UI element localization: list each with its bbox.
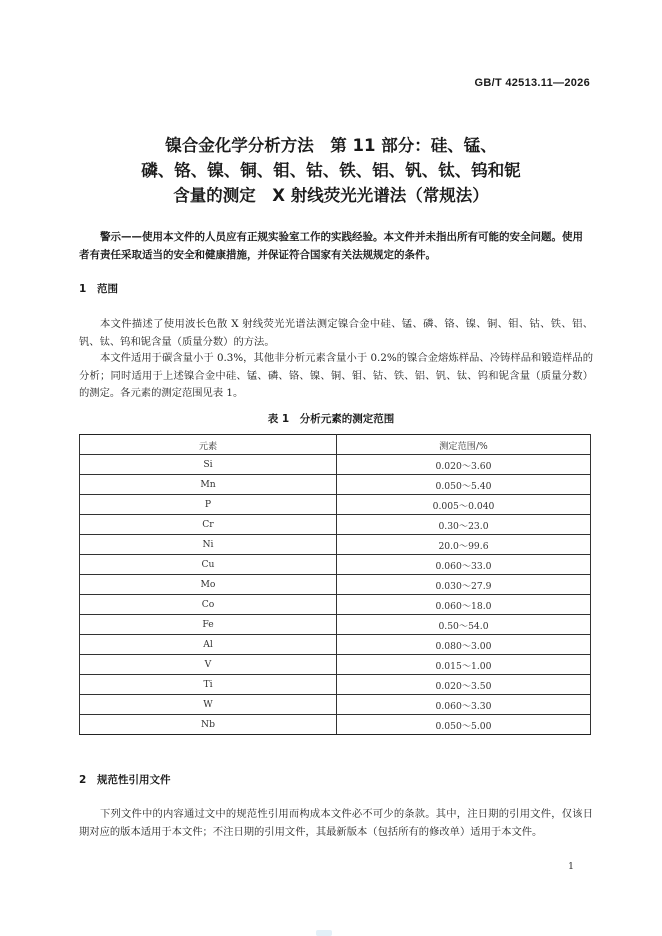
section-2-number: 2	[79, 774, 87, 786]
cell-element: Co	[80, 595, 337, 615]
table-row	[80, 475, 591, 495]
standard-number: GB/T 42513.11—2026	[474, 77, 590, 89]
section-1-title: 范围	[97, 283, 118, 295]
cell-range: 0.015～1.00	[337, 655, 591, 675]
section-1-heading	[79, 281, 118, 296]
cell-range: 0.080～3.00	[337, 635, 591, 655]
table-caption: 表 1 分析元素的测定范围	[267, 413, 395, 425]
cell-element: Cr	[80, 515, 337, 535]
section-2-title: 规范性引用文件	[97, 774, 171, 786]
cell-element: Mn	[80, 475, 337, 495]
table-row	[80, 455, 591, 475]
bottom-edge-mark	[316, 930, 332, 936]
cell-element: Mo	[80, 575, 337, 595]
cell-range: 0.050～5.00	[337, 715, 591, 735]
cell-range: 0.005～0.040	[337, 495, 591, 515]
table-row	[80, 555, 591, 575]
cell-element: Nb	[80, 715, 337, 735]
table-header-row	[80, 435, 591, 455]
cell-element: Al	[80, 635, 337, 655]
cell-range: 0.30～23.0	[337, 515, 591, 535]
cell-range: 0.020～3.60	[337, 455, 591, 475]
cell-element: Ni	[80, 535, 337, 555]
table-row	[80, 575, 591, 595]
table-row	[80, 675, 591, 695]
table-row	[80, 615, 591, 635]
section-1-paragraph-1: 本文件描述了使用波长色散 X 射线荧光光谱法测定镍合金中硅、锰、磷、铬、镍、铜、钼、钴、铁、铝、钒、钛、钨和铌含量（质量分数）的方法。	[79, 318, 593, 348]
cell-range: 0.50～54.0	[337, 615, 591, 635]
table-row	[80, 695, 591, 715]
cell-element: W	[80, 695, 337, 715]
cell-range: 0.050～5.40	[337, 475, 591, 495]
table-row	[80, 595, 591, 615]
title-line-1: 镍合金化学分析方法 第 11 部分：硅、锰、	[165, 136, 497, 155]
cell-element: Cu	[80, 555, 337, 575]
table-row	[80, 535, 591, 555]
cell-element: Fe	[80, 615, 337, 635]
table-row	[80, 715, 591, 735]
warning-notice: 警示——使用本文件的人员应有正规实验室工作的实践经验。本文件并未指出所有可能的安全问题。使用者有责任采取适当的安全和健康措施，并保证符合国家有关法规规定的条件。	[79, 231, 583, 261]
table-row	[80, 635, 591, 655]
page-number: 1	[567, 861, 574, 872]
table-row	[80, 515, 591, 535]
cell-element: P	[80, 495, 337, 515]
section-1-number: 1	[79, 283, 87, 295]
cell-range: 0.030～27.9	[337, 575, 591, 595]
section-1-paragraph-2: 本文件适用于碳含量小于 0.3%，其他非分析元素含量小于 0.2%的镍合金熔炼样品、冷铸样品和锻造样品的分析；同时适用于上述镍合金中硅、锰、磷、铬、镍、铜、钼、钴、铁、铝、钒、钛、钨和铌含量（质量分数）的测定。各元素的测定范围见表 1。	[79, 352, 593, 399]
measurement-range-table	[79, 434, 591, 735]
cell-range: 0.060～3.30	[337, 695, 591, 715]
header-element: 元素	[80, 435, 337, 455]
cell-range: 20.0～99.6	[337, 535, 591, 555]
cell-range: 0.060～33.0	[337, 555, 591, 575]
cell-element: Ti	[80, 675, 337, 695]
header-range: 测定范围/%	[337, 435, 591, 455]
section-2-heading	[79, 772, 171, 787]
section-2-paragraph-1: 下列文件中的内容通过文中的规范性引用而构成本文件必不可少的条款。其中，注日期的引用文件，仅该日期对应的版本适用于本文件；不注日期的引用文件，其最新版本（包括所有的修改单）适用于本文件。	[79, 808, 593, 838]
table-row	[80, 655, 591, 675]
cell-element: Si	[80, 455, 337, 475]
cell-element: V	[80, 655, 337, 675]
cell-range: 0.060～18.0	[337, 595, 591, 615]
cell-range: 0.020～3.50	[337, 675, 591, 695]
title-line-3: 含量的测定 X 射线荧光光谱法（常规法）	[173, 186, 489, 205]
document-title	[0, 133, 662, 208]
table-row	[80, 495, 591, 515]
title-line-2: 磷、铬、镍、铜、钼、钴、铁、铝、钒、钛、钨和铌	[141, 161, 521, 180]
